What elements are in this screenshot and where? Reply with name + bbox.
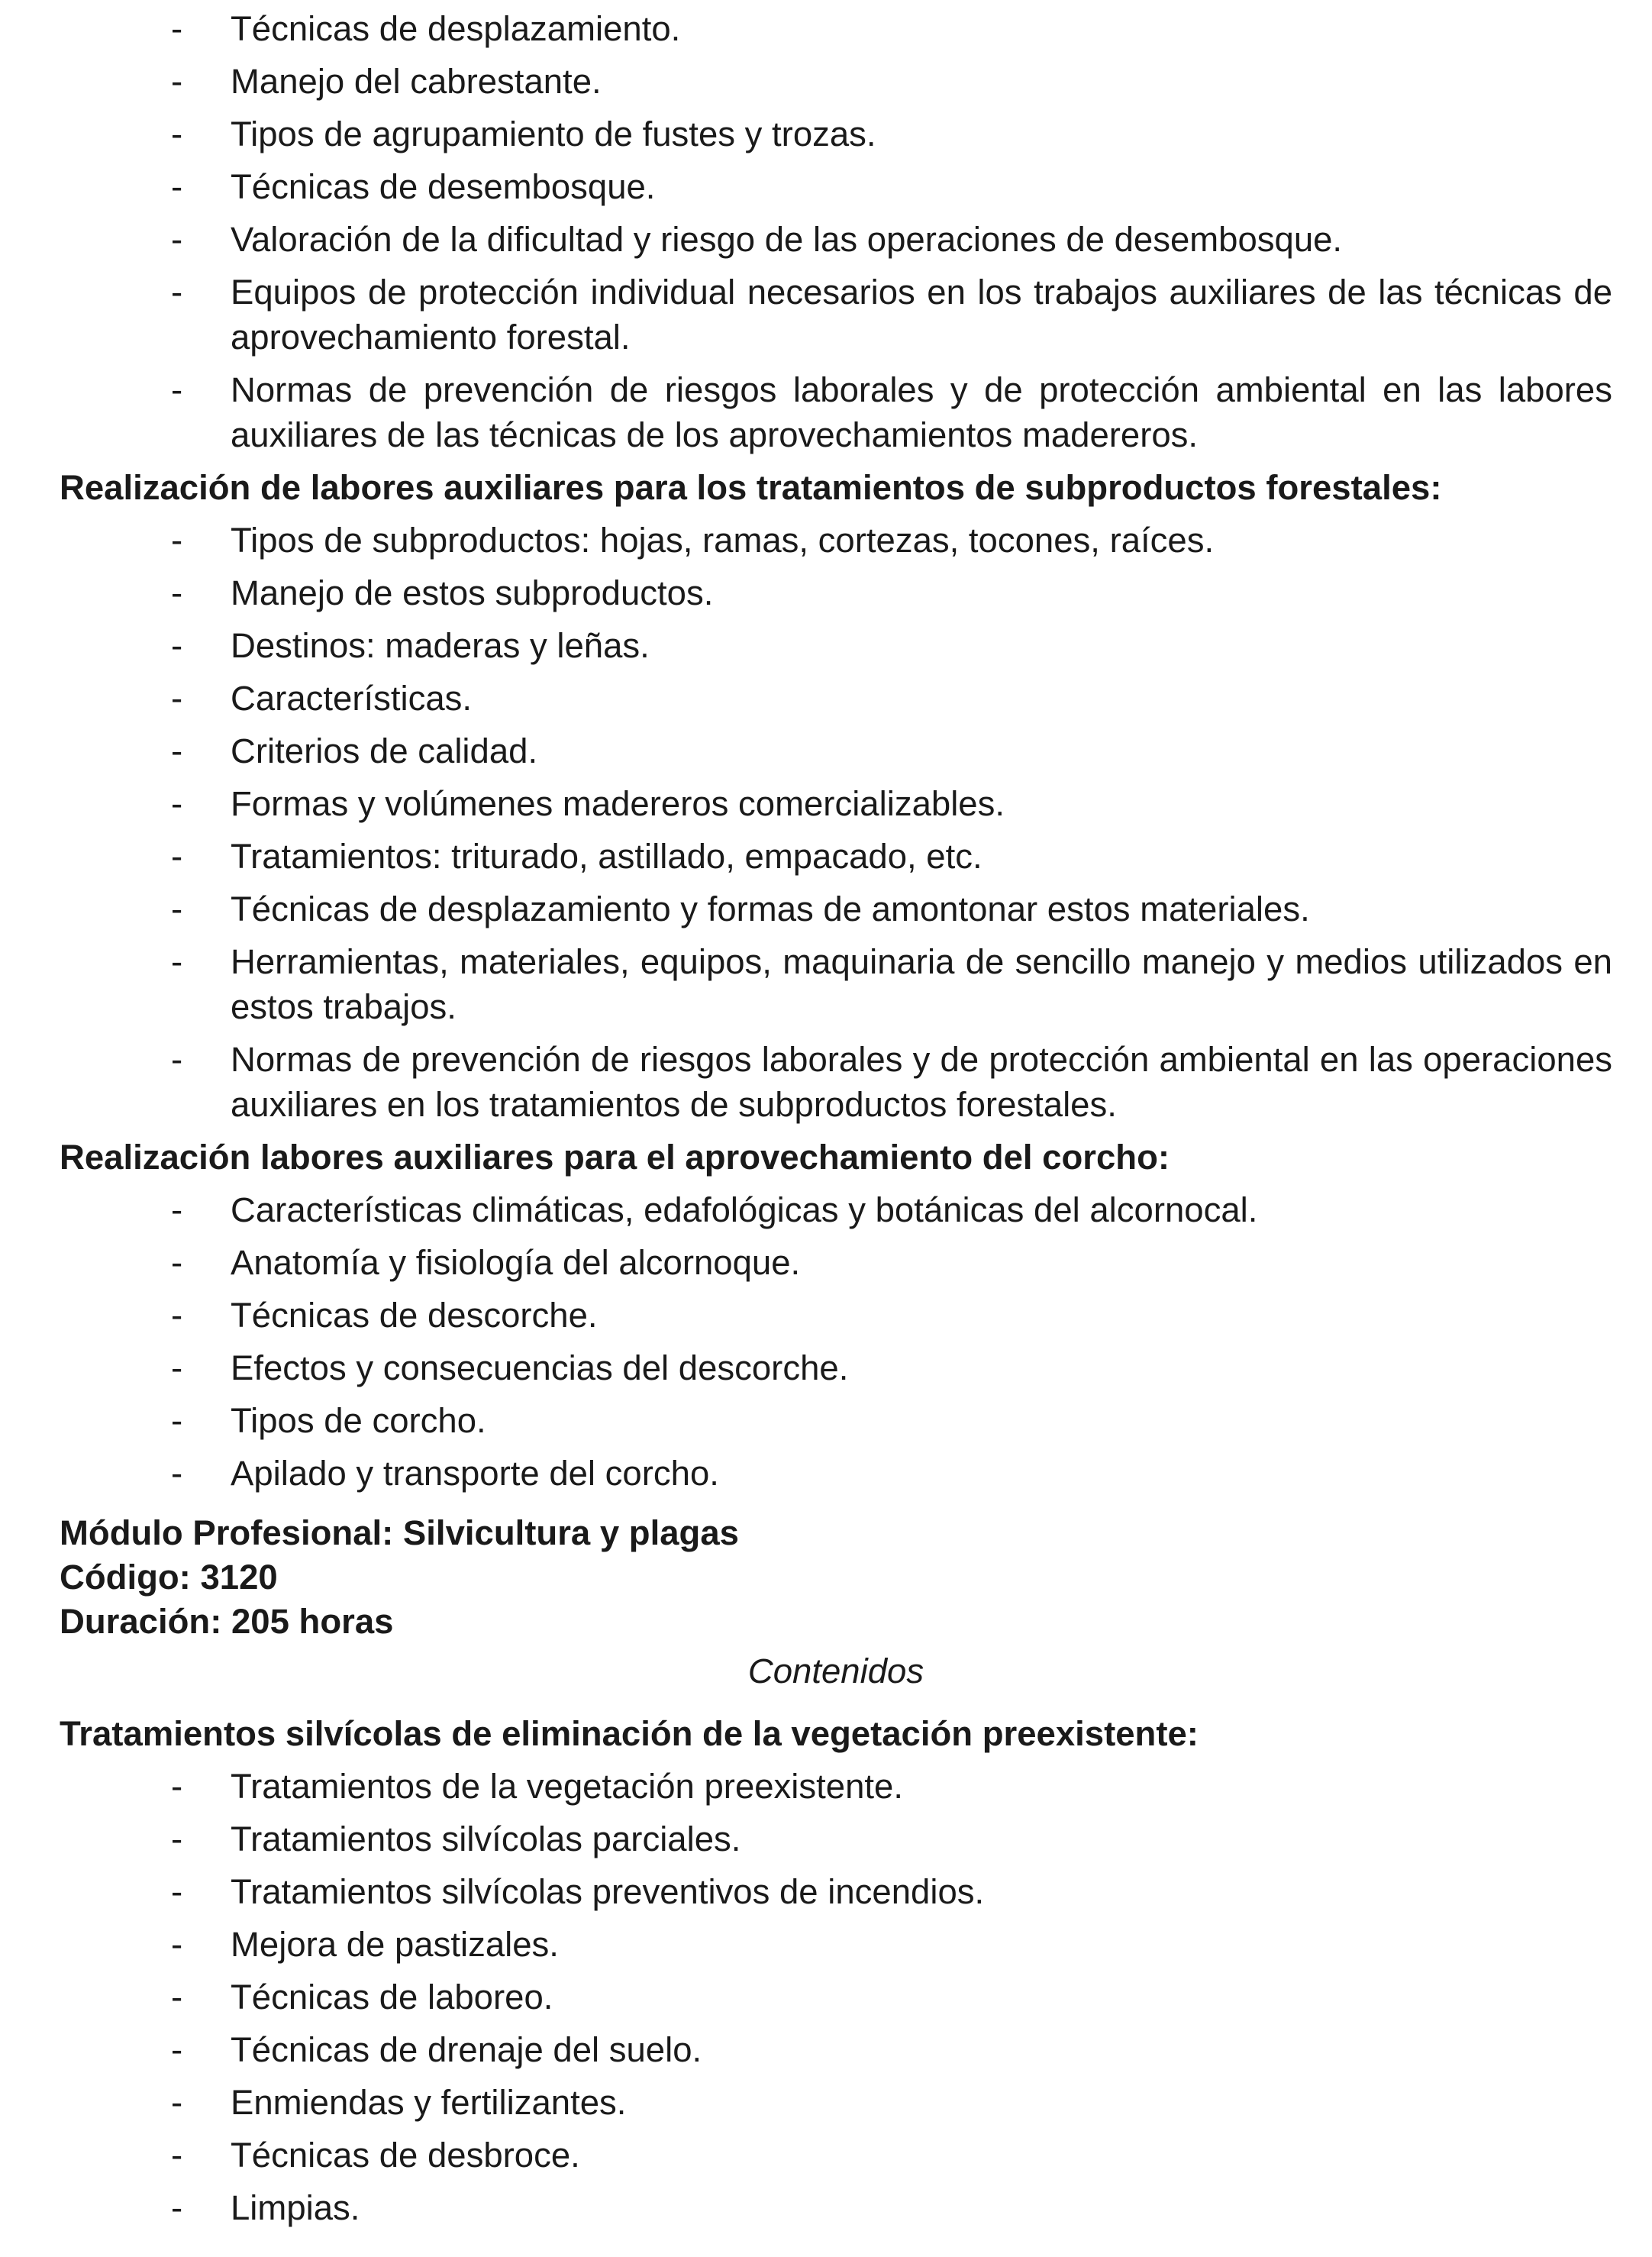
corcho-list xyxy=(60,1187,1612,1496)
list-item: - Limpias. xyxy=(171,2188,360,2227)
list-item: - Tipos de agrupamiento de fustes y trozas. xyxy=(171,115,876,153)
list-item: - Formas y volúmenes madereros comercializables. xyxy=(171,784,1005,823)
tratamientos-list xyxy=(60,1764,1612,2230)
list-item: - Enmiendas y fertilizantes. xyxy=(171,2083,627,2122)
list-item: - Técnicas de desbroce. xyxy=(171,2136,580,2175)
section-heading-subproductos: Realización de labores auxiliares para los tratamientos de subproductos forestales: xyxy=(60,468,1442,507)
list-item: - Tratamientos silvícolas parciales. xyxy=(171,1819,741,1858)
list-item: - Características. xyxy=(171,679,473,718)
section-heading-tratamientos: Tratamientos silvícolas de eliminación de la vegetación preexistente: xyxy=(60,1714,1199,1753)
list-item: - Técnicas de descorche. xyxy=(171,1296,598,1335)
list-item: - Manejo de estos subproductos. xyxy=(171,573,714,612)
list-item: - Tratamientos silvícolas preventivos de incendios. xyxy=(171,1872,985,1911)
module-code: Código: 3120 xyxy=(60,1558,278,1597)
document-page xyxy=(60,6,1612,2238)
list-item: - Efectos y consecuencias del descorche. xyxy=(171,1348,849,1387)
section-gap xyxy=(60,1503,1612,1511)
list-item: - Técnicas de desplazamiento y formas de amontonar estos materiales. xyxy=(171,890,1310,928)
list-item: - Tipos de corcho. xyxy=(171,1401,486,1440)
module-title: Módulo Profesional: Silvicultura y plagas xyxy=(60,1513,739,1552)
list-item: - Anatomía y fisiología del alcornoque. xyxy=(171,1243,801,1282)
list-item: - Técnicas de desembosque. xyxy=(171,167,656,206)
list-item: - Destinos: maderas y leñas. xyxy=(171,626,650,665)
module-duration: Duración: 205 horas xyxy=(60,1602,394,1641)
contents-subtitle: Contenidos xyxy=(747,1652,924,1690)
list-item: - Tratamientos: triturado, astillado, empacado, etc. xyxy=(171,837,982,876)
list-item: - Tipos de subproductos: hojas, ramas, cortezas, tocones, raíces. xyxy=(171,521,1215,560)
list-item: - Manejo del cabrestante. xyxy=(171,62,602,101)
list-item: - Valoración de la dificultad y riesgo de las operaciones de desembosque. xyxy=(171,220,1343,259)
list-item: - Herramientas, materiales, equipos, maquinaria de sencillo manejo y medios utilizados en estos trabajos. xyxy=(171,942,1612,1026)
list-item: - Normas de prevención de riesgos laborales y de protección ambiental en las operaciones auxiliares en los tratamientos de subproductos forestales. xyxy=(171,1040,1612,1124)
subproductos-list xyxy=(60,518,1612,1127)
intro-list xyxy=(60,6,1612,457)
list-item: - Apilado y transporte del corcho. xyxy=(171,1454,719,1493)
list-item: - Características climáticas, edafológicas y botánicas del alcornocal. xyxy=(171,1190,1258,1229)
list-item: - Criterios de calidad. xyxy=(171,731,538,770)
list-item: - Normas de prevención de riesgos laborales y de protección ambiental en las labores auxiliares de las técnicas de los aprovechamientos madereros. xyxy=(171,370,1612,454)
list-item: - Mejora de pastizales. xyxy=(171,1925,559,1964)
section-heading-corcho: Realización labores auxiliares para el aprovechamiento del corcho: xyxy=(60,1138,1170,1177)
module-header xyxy=(60,1511,1612,1694)
list-item: - Técnicas de laboreo. xyxy=(171,1978,553,2016)
list-item: - Técnicas de drenaje del suelo. xyxy=(171,2030,702,2069)
list-item: - Tratamientos de la vegetación preexistente. xyxy=(171,1767,904,1806)
list-item: - Técnicas de desplazamiento. xyxy=(171,9,681,48)
list-item: - Equipos de protección individual necesarios en los trabajos auxiliares de las técnicas de aprovechamiento forestal. xyxy=(171,273,1612,357)
